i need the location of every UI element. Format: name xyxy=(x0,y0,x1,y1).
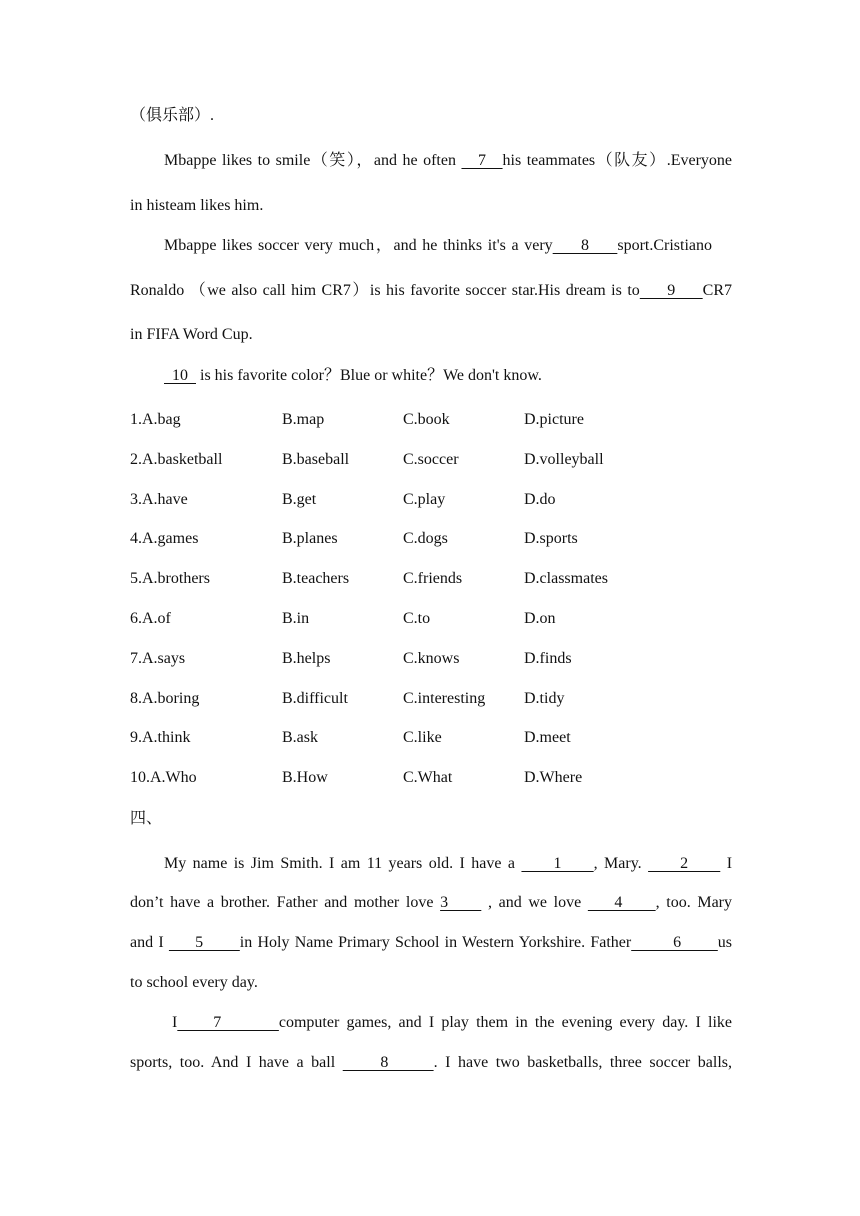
blank-7: 7 xyxy=(461,152,503,169)
option-5-c: C.friends xyxy=(403,570,463,588)
paragraph-1-line-1: Mbappe likes to smile（笑），and he often 7 his teammates（队友）.Everyone xyxy=(164,152,733,169)
option-1-d: D.picture xyxy=(524,411,584,428)
option-1-c: C.book xyxy=(403,411,450,428)
option-1-a: 1.A.bag xyxy=(130,411,181,428)
option-2-c: C.soccer xyxy=(403,450,459,468)
club-fragment: （俱乐部）. xyxy=(130,107,215,124)
option-3-a: 3.A.have xyxy=(130,490,188,508)
option-10-a: 10.A.Who xyxy=(130,769,197,787)
paragraph-1-line-2: in histeam likes him. xyxy=(130,197,264,214)
blank-s4-8: 8 xyxy=(342,1054,434,1071)
question-number: 4. xyxy=(130,530,142,548)
blank-s4-1: 1 xyxy=(521,855,594,872)
option-2-a: 2.A.basketball xyxy=(130,450,223,468)
option-3-c: C.play xyxy=(403,490,446,508)
option-10-b: B.How xyxy=(282,769,328,787)
blank-s4-7: 7 xyxy=(177,1014,279,1031)
option-10-c: C.What xyxy=(403,769,453,787)
section-4-line-4: to school every day. xyxy=(130,974,258,991)
option-4-a: 4.A.games xyxy=(130,530,199,548)
option-2-b: B.baseball xyxy=(282,450,350,468)
option-9-c: C.like xyxy=(403,729,442,747)
option-6-c: C.to xyxy=(403,610,431,627)
option-6-d: D.on xyxy=(524,610,556,627)
option-5-d: D.classmates xyxy=(524,570,608,588)
blank-s4-3: 3 xyxy=(440,894,482,911)
paragraph-2-line-1: Mbappe likes soccer very much，and he thinks it's a very 8 sport.Cristiano xyxy=(164,237,713,254)
option-7-d: D.finds xyxy=(524,649,572,667)
paragraph-2-line-3: in FIFA Word Cup. xyxy=(130,326,253,343)
section-4-heading: 四、 xyxy=(130,810,163,827)
option-7-a: 7.A.says xyxy=(130,649,186,667)
option-8-c: C.interesting xyxy=(403,689,486,707)
option-9-b: B.ask xyxy=(282,729,318,747)
section-4-line-5: I 7 computer games, and I play them in the evening every day. I like xyxy=(172,1014,733,1031)
option-6-a: 6.A.of xyxy=(130,610,171,627)
option-1-b: B.map xyxy=(282,411,325,428)
section-4-line-6: sports, too. And I have a ball 8 . I have two basketballs, three soccer balls, xyxy=(130,1054,733,1071)
option-4-b: B.planes xyxy=(282,530,338,548)
blank-s4-5: 5 xyxy=(168,934,240,951)
section-4-line-1: My name is Jim Smith. I am 11 years old. I have a 1 , Mary. 2 I xyxy=(164,855,733,872)
option-9-a: 9.A.think xyxy=(130,729,191,747)
question-number: 1. xyxy=(130,411,142,428)
question-number: 2. xyxy=(130,450,142,468)
blank-8: 8 xyxy=(552,237,618,254)
blank-s4-6: 6 xyxy=(631,934,718,951)
blank-s4-4: 4 xyxy=(587,894,656,911)
question-number: 6. xyxy=(130,610,142,627)
option-7-b: B.helps xyxy=(282,649,331,667)
option-8-b: B.difficult xyxy=(282,689,348,707)
option-3-d: D.do xyxy=(524,490,556,508)
question-number: 9. xyxy=(130,729,142,747)
option-8-d: D.tidy xyxy=(524,689,565,707)
option-9-d: D.meet xyxy=(524,729,571,747)
blank-10: 10 xyxy=(164,367,196,384)
option-2-d: D.volleyball xyxy=(524,450,604,468)
option-7-c: C.knows xyxy=(403,649,460,667)
option-6-b: B.in xyxy=(282,610,310,627)
section-4-line-3: and I 5 in Holy Name Primary School in Western Yorkshire. Father 6 us xyxy=(130,934,733,951)
option-8-a: 8.A.boring xyxy=(130,689,200,707)
question-number: 10. xyxy=(130,769,150,787)
question-number: 7. xyxy=(130,649,142,667)
question-number: 5. xyxy=(130,570,142,588)
section-4-line-2: don’t have a brother. Father and mother love 3 , and we love 4 , too. Mary xyxy=(130,894,733,911)
option-5-b: B.teachers xyxy=(282,570,350,588)
option-10-d: D.Where xyxy=(524,769,583,787)
option-4-d: D.sports xyxy=(524,530,578,548)
question-number: 8. xyxy=(130,689,142,707)
paragraph-2-line-2: Ronaldo （we also call him CR7）is his favorite soccer star.His dream is to 9 CR7 xyxy=(130,282,732,299)
option-3-b: B.get xyxy=(282,490,317,508)
option-5-a: 5.A.brothers xyxy=(130,570,210,588)
blank-9: 9 xyxy=(639,282,703,299)
question-number: 3. xyxy=(130,490,142,508)
blank-s4-2: 2 xyxy=(648,855,721,872)
option-4-c: C.dogs xyxy=(403,530,448,548)
paragraph-3-line-1: 10 is his favorite color？Blue or white？We don't know. xyxy=(164,367,542,384)
